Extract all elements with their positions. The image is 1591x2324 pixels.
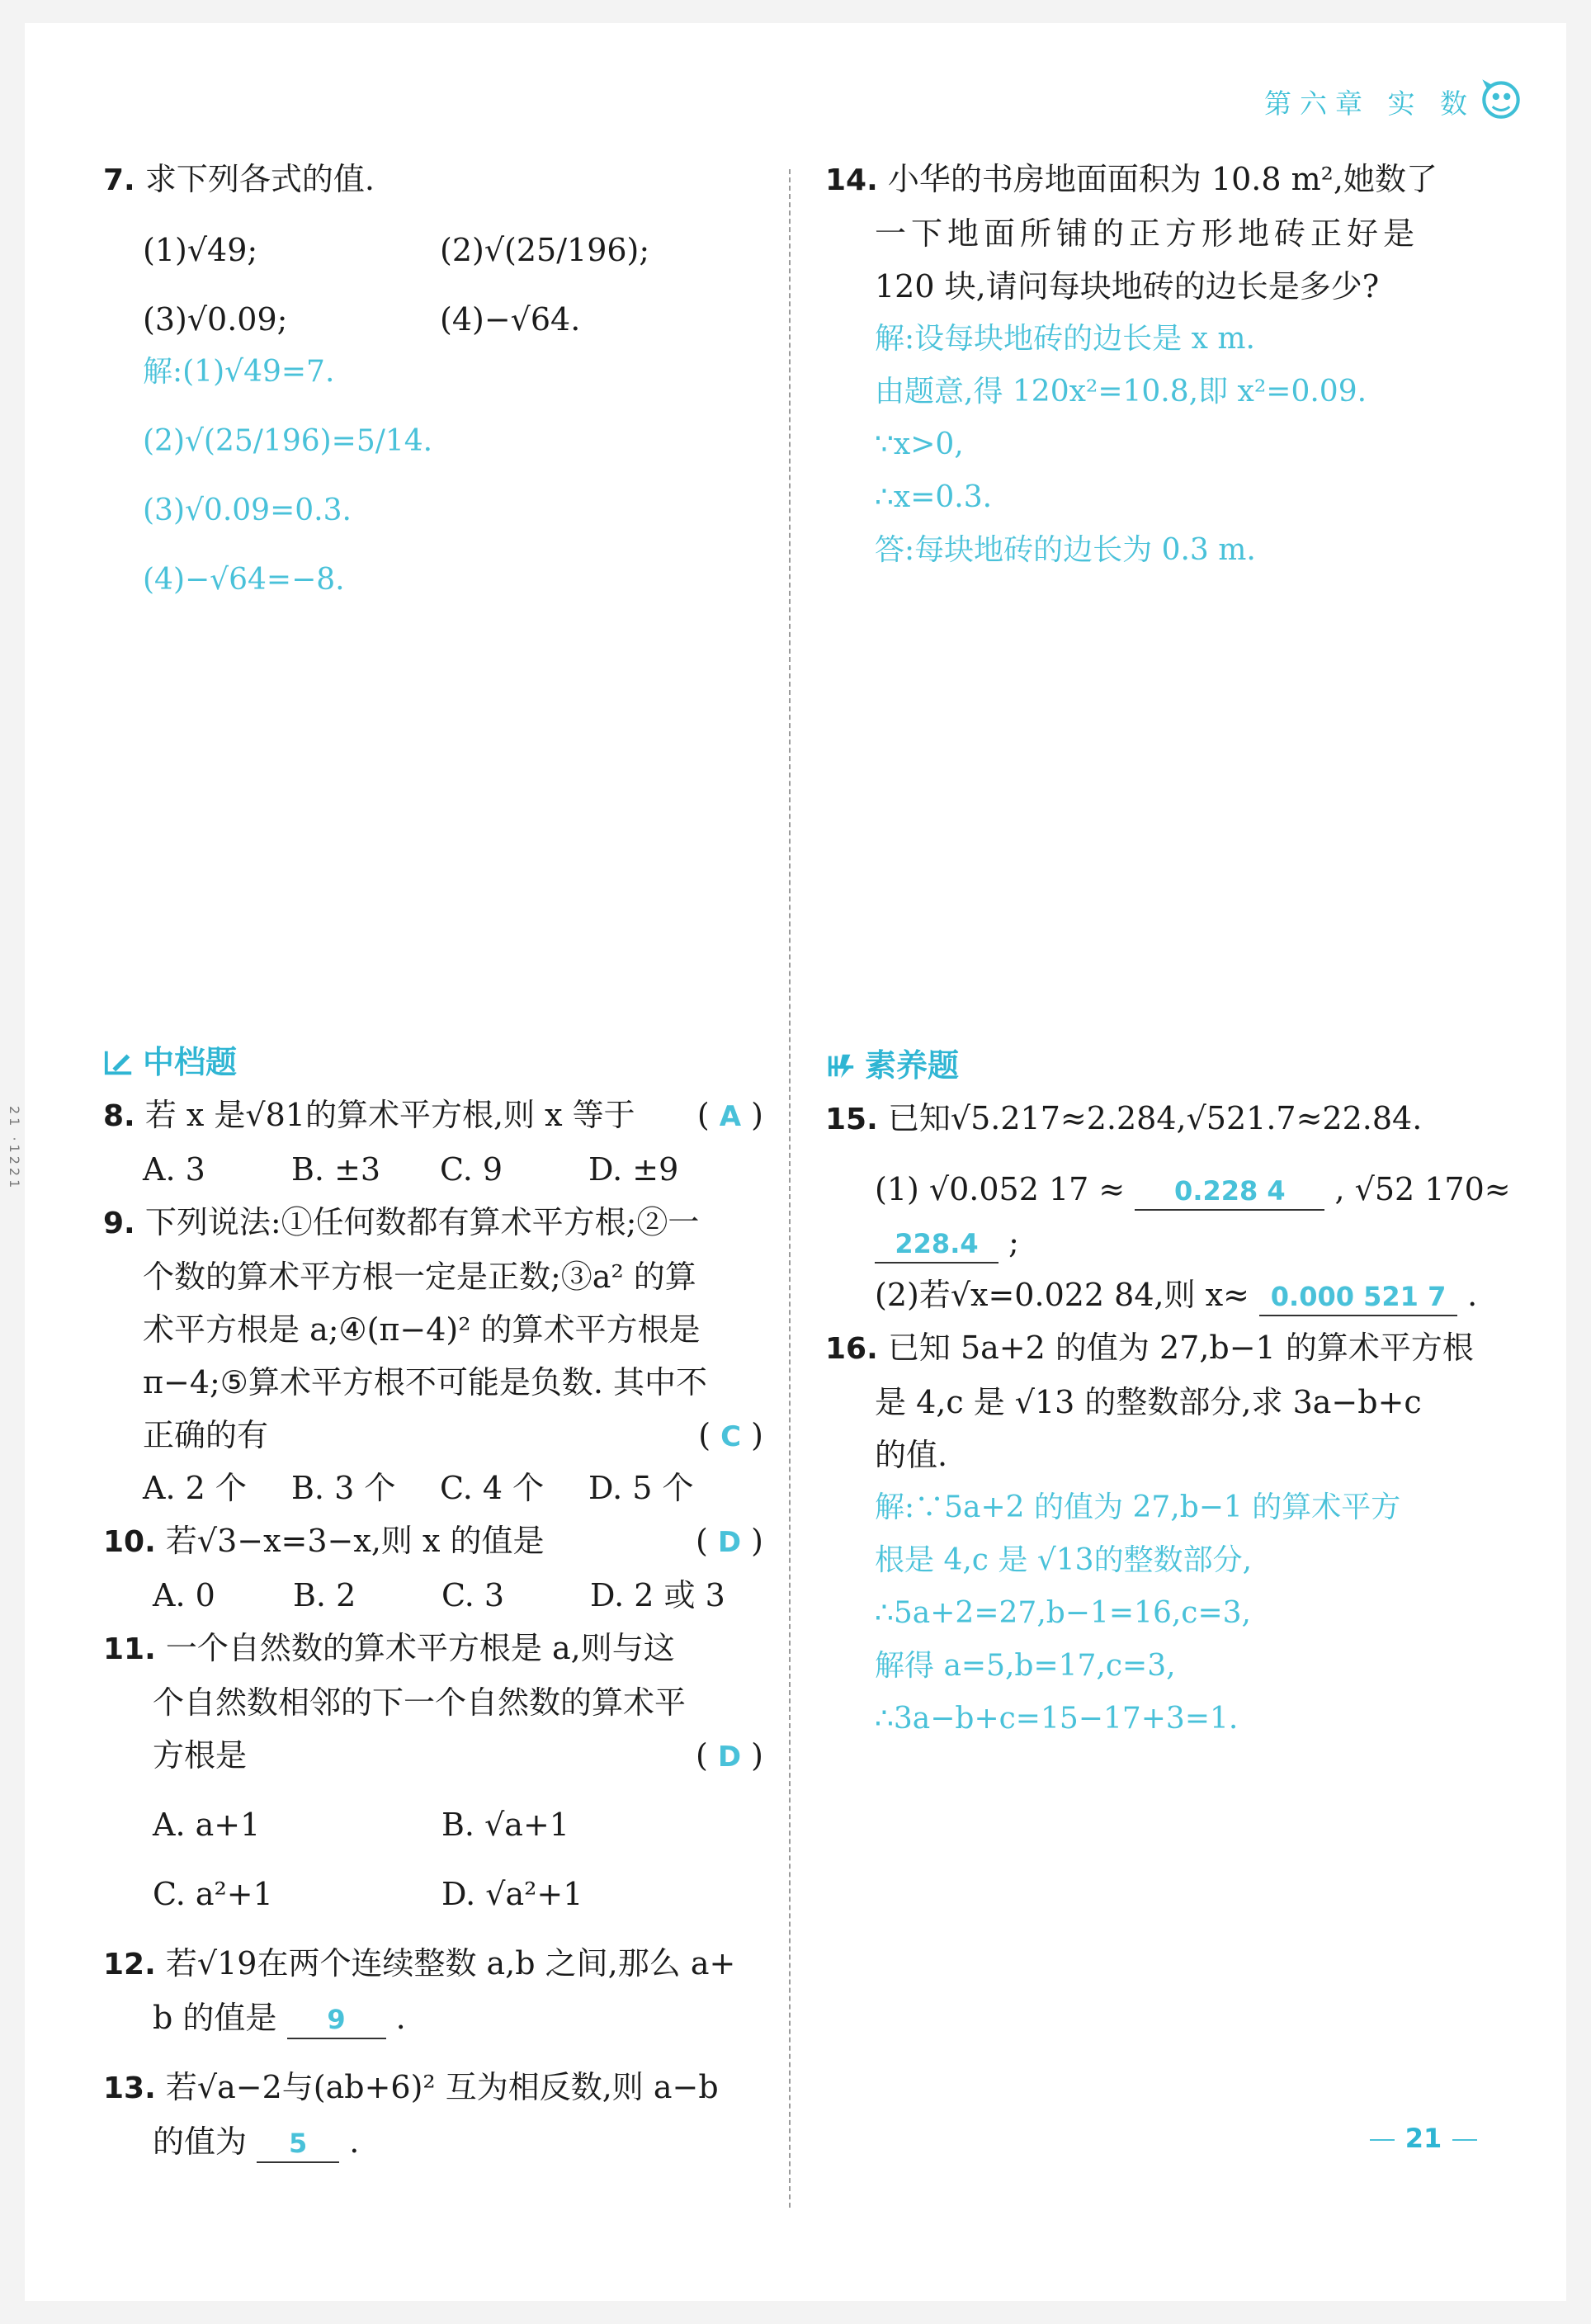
answer-bracket: ( D ) [695,1523,763,1559]
question-text-line: 一个自然数的算术平方根是 a,则与这 [165,1630,675,1666]
option: A. 2 个 [143,1470,247,1506]
question-text: , √52 170≈ [1334,1171,1511,1207]
question-text: 已知√5.217≈2.284,√521.7≈22.84. [887,1100,1423,1136]
option: A. 3 [143,1151,205,1188]
question-number: 14. [825,163,878,197]
question-13 [103,2061,763,2115]
question-text-line: 术平方根是 a;④(π−4)² 的算术平方根是 [143,1311,701,1348]
question-text-end: 方根是 [153,1737,248,1774]
solution-line: ∵x>0, [875,427,964,461]
q7-item-3: (3)√0.09; [143,301,288,338]
question-9 [103,1196,763,1250]
left-column [103,153,763,2168]
q7-solution-3: (3)√0.09=0.3. [143,494,352,527]
question-number: 11. [103,1632,156,1666]
question-14 [825,153,1485,207]
question-text-line: π−4;⑤算术平方根不可能是负数. 其中不 [143,1364,708,1401]
answer-choice: A [719,1100,742,1133]
question-number: 12. [103,1948,156,1982]
question-text-line: 120 块,请问每块地砖的边长是多少? [875,268,1380,305]
question-text: b 的值是 [153,2000,277,2036]
solution-line: ∴3a−b+c=15−17+3=1. [875,1702,1239,1736]
option: A. 0 [153,1577,215,1613]
question-text: 若 x 是√81的算术平方根,则 x 等于 [144,1097,635,1133]
punctuation: . [349,2123,360,2160]
option: D. 2 或 3 [590,1577,725,1613]
question-text: 的值为 [153,2123,248,2160]
option: B. 2 [293,1577,356,1613]
option: A. a+1 [153,1807,261,1843]
option: D. ±9 [588,1151,679,1188]
answer-bracket: ( C ) [698,1417,763,1453]
question-11 [103,1622,763,1676]
question-text-line: 下列说法:①任何数都有算术平方根;②一 [144,1204,700,1240]
question-7 [103,153,763,207]
question-8 [103,1089,763,1143]
question-text-line: 已知 5a+2 的值为 27,b−1 的算术平方根 [887,1330,1474,1366]
question-text-line: 是 4,c 是 √13 的整数部分,求 3a−b+c [875,1384,1422,1420]
answer-choice: D [717,1741,742,1774]
question-text-line [103,1409,763,1462]
question-number: 8. [103,1099,135,1133]
answer-blank: 5 [257,2125,339,2163]
option: B. √a+1 [441,1807,569,1843]
answer-blank: 0.000 521 7 [1259,1278,1457,1316]
q11-options-row2 [103,1868,763,1920]
option: B. ±3 [291,1151,381,1188]
question-text: 若√3−x=3−x,则 x 的值是 [165,1523,545,1559]
page-number: 21 [1405,2123,1442,2154]
mascot-icon [1475,73,1527,124]
q8-options [103,1143,763,1196]
q7-item-4: (4)−√64. [440,301,581,338]
right-column [825,153,1511,1745]
question-text: (2)若√x=0.022 84,则 x≈ [875,1277,1249,1313]
solution-line: 解:设每块地砖的边长是 x m. [875,322,1255,356]
question-text-line: 小华的书房地面面积为 10.8 m²,她数了 [887,161,1438,197]
option: D. 5 个 [588,1470,694,1506]
solution-line: 由题意,得 120x²=10.8,即 x²=0.09. [875,375,1367,409]
question-text-line: 一下地面所铺的正方形地砖正好是 [875,215,1420,252]
solution-line: 根是 4,c 是 √13的整数部分, [875,1543,1253,1577]
question-16 [825,1321,1485,1376]
q10-options [103,1569,763,1622]
question-number: 15. [825,1103,878,1136]
answer-blank: 0.228 4 [1135,1173,1324,1211]
solution-line: ∴x=0.3. [875,480,993,514]
question-number: 10. [103,1525,156,1559]
answer-blank: 228.4 [875,1226,999,1264]
question-10 [103,1514,763,1569]
question-number: 9. [103,1207,135,1240]
question-text-line: 个自然数相邻的下一个自然数的算术平 [153,1684,687,1721]
punctuation: ; [1008,1224,1019,1260]
question-text-line [103,1991,763,2044]
question-text: 求下列各式的值. [144,161,375,197]
q9-options [103,1462,698,1514]
question-15 [825,1092,1485,1146]
q7-solution-2: (2)√(25/196)=5/14. [143,424,433,458]
punctuation: . [395,2000,406,2036]
solution-line: 答:每块地砖的边长为 0.3 m. [875,533,1256,567]
option: C. 9 [440,1151,503,1188]
q7-items-row1 [103,224,763,276]
option: B. 3 个 [291,1470,396,1506]
q11-options-row1 [103,1798,763,1851]
question-number: 7. [103,163,135,197]
q7-solution-1: 解:(1)√49=7. [143,355,335,389]
q15-part1-cont [825,1216,1485,1268]
question-number: 13. [103,2071,156,2105]
column-divider [789,169,791,2208]
pencil-icon [103,1046,135,1078]
section-literacy [825,1039,1485,1092]
question-text: (1) √0.052 17 ≈ [875,1171,1126,1207]
chapter-header: 第六章 实 数 [1264,87,1475,120]
lightning-icon [825,1050,857,1081]
question-text-line: 若√a−2与(ab+6)² 互为相反数,则 a−b [165,2069,719,2105]
question-text-line: 的值. [875,1437,948,1473]
q7-solution-4: (4)−√64=−8. [143,563,345,597]
option: C. a²+1 [153,1876,273,1912]
solution-line: ∴5a+2=27,b−1=16,c=3, [875,1596,1251,1630]
question-number: 16. [825,1332,878,1366]
option: C. 4 个 [440,1470,545,1506]
question-text-line [103,1729,763,1782]
page-number-rule-right [1452,2139,1477,2141]
q15-part1 [825,1163,1511,1216]
answer-choice: D [717,1526,742,1559]
question-12 [103,1937,763,1991]
answer-bracket: ( D ) [695,1737,763,1774]
section-title: 素养题 [865,1047,960,1084]
question-text-line: 个数的算术平方根一定是正数;③a² 的算 [143,1259,696,1295]
edge-mark: 21 ·1221 [7,1106,22,1192]
section-mid-level [103,1036,763,1089]
option: D. √a²+1 [441,1876,583,1912]
q7-item-1: (1)√49; [143,232,258,268]
answer-blank: 9 [287,2001,386,2039]
question-text-line [103,2115,763,2168]
q7-item-2: (2)√(25/196); [440,232,650,268]
q15-part2 [825,1268,1485,1321]
section-title: 中档题 [143,1044,238,1080]
solution-line: 解得 a=5,b=17,c=3, [875,1649,1176,1683]
question-text-end: 正确的有 [143,1417,269,1453]
answer-bracket: ( A ) [696,1097,763,1133]
option: C. 3 [441,1577,505,1613]
solution-line: 解:∵5a+2 的值为 27,b−1 的算术平方 [875,1490,1401,1524]
question-text-line: 若√19在两个连续整数 a,b 之间,那么 a+ [165,1945,736,1982]
punctuation: . [1467,1277,1478,1313]
q7-items-row2 [103,293,763,346]
answer-choice: C [720,1420,742,1453]
